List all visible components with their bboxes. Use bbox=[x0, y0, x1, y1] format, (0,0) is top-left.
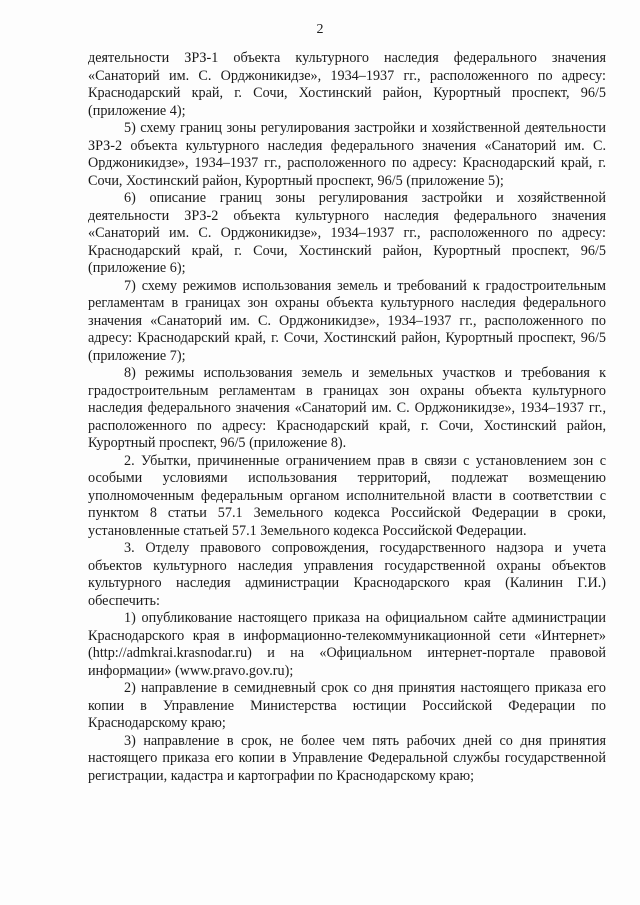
paragraph-2: 5) схему границ зоны регулирования застройки и хозяйственной деятельности ЗРЗ-2 объекта культурного наследия федерального значения «Санаторий им. С. Орджоникидзе», 1934–1937 гг., расположенного по адресу: Краснодарский край, г. Сочи, Хостинский район, Курортный проспект, 96/5 (приложение 5); bbox=[88, 120, 606, 189]
page-number: 2 bbox=[316, 22, 324, 37]
document-body bbox=[88, 50, 606, 785]
paragraph-3: 6) описание границ зоны регулирования застройки и хозяйственной деятельности ЗРЗ-2 объекта культурного наследия федерального значения «Санаторий им. С. Орджоникидзе», 1934–1937 гг., расположенного по адресу: Краснодарский край, г. Сочи, Хостинский район, Курортный проспект, 96/5 (приложение 6); bbox=[88, 190, 606, 276]
paragraph-4: 7) схему режимов использования земель и требований к градостроительным регламентам в границах зон охраны объекта культурного наследия федерального значения «Санаторий им. С. Орджоникидзе», 1934–1937 гг., расположенного по адресу: Краснодарский край, г. Сочи, Хостинский район, Курортный проспект, 96/5 (приложение 7); bbox=[88, 277, 606, 364]
paragraph-1: деятельности ЗРЗ-1 объекта культурного наследия федерального значения «Санаторий им. С. Орджоникидзе», 1934–1937 гг., расположенного по адресу: Краснодарский край, г. Сочи, Хостинский район, Курортный проспект, 96/5 (приложение 4); bbox=[88, 50, 606, 119]
paragraph-6: 2. Убытки, причиненные ограничением прав в связи с установлением зон с особыми условиями использования территорий, подлежат возмещению уполномоченным федеральным органом исполнительной власти в соответствии с пунктом 8 статьи 57.1 Земельного кодекса Российской Федерации в сроки, установленные статьей 57.1 Земельного кодекса Российской Федерации. bbox=[88, 452, 606, 539]
paragraph-7: 3. Отделу правового сопровождения, государственного надзора и учета объектов культурного наследия управления государственной охраны объектов культурного наследия администрации Краснодарского края (Калинин Г.И.) обеспечить: bbox=[88, 540, 606, 609]
paragraph-8: 1) опубликование настоящего приказа на официальном сайте администрации Краснодарского края в информационно-телекоммуникационной сети «Интернет» (http://admkrai.krasnodar.ru) и на «Официальном интернет-портале правовой информации» (www.pravo.gov.ru); bbox=[88, 610, 606, 679]
paragraph-10: 3) направление в срок, не более чем пять рабочих дней со дня принятия настоящего приказа его копии в Управление Федеральной службы государственной регистрации, кадастра и картографии по Краснодарскому краю; bbox=[88, 732, 606, 784]
paragraph-9: 2) направление в семидневный срок со дня принятия настоящего приказа его копии в Управление Министерства юстиции Российской Федерации по Краснодарскому краю; bbox=[88, 680, 606, 731]
paragraph-5: 8) режимы использования земель и земельных участков и требования к градостроительным регламентам в границах зон охраны объекта культурного наследия федерального значения «Санаторий им. С. Орджоникидзе», 1934–1937 гг., расположенного по адресу: Краснодарский край, г. Сочи, Хостинский район, Курортный проспект, 96/5 (приложение 8). bbox=[88, 365, 606, 451]
